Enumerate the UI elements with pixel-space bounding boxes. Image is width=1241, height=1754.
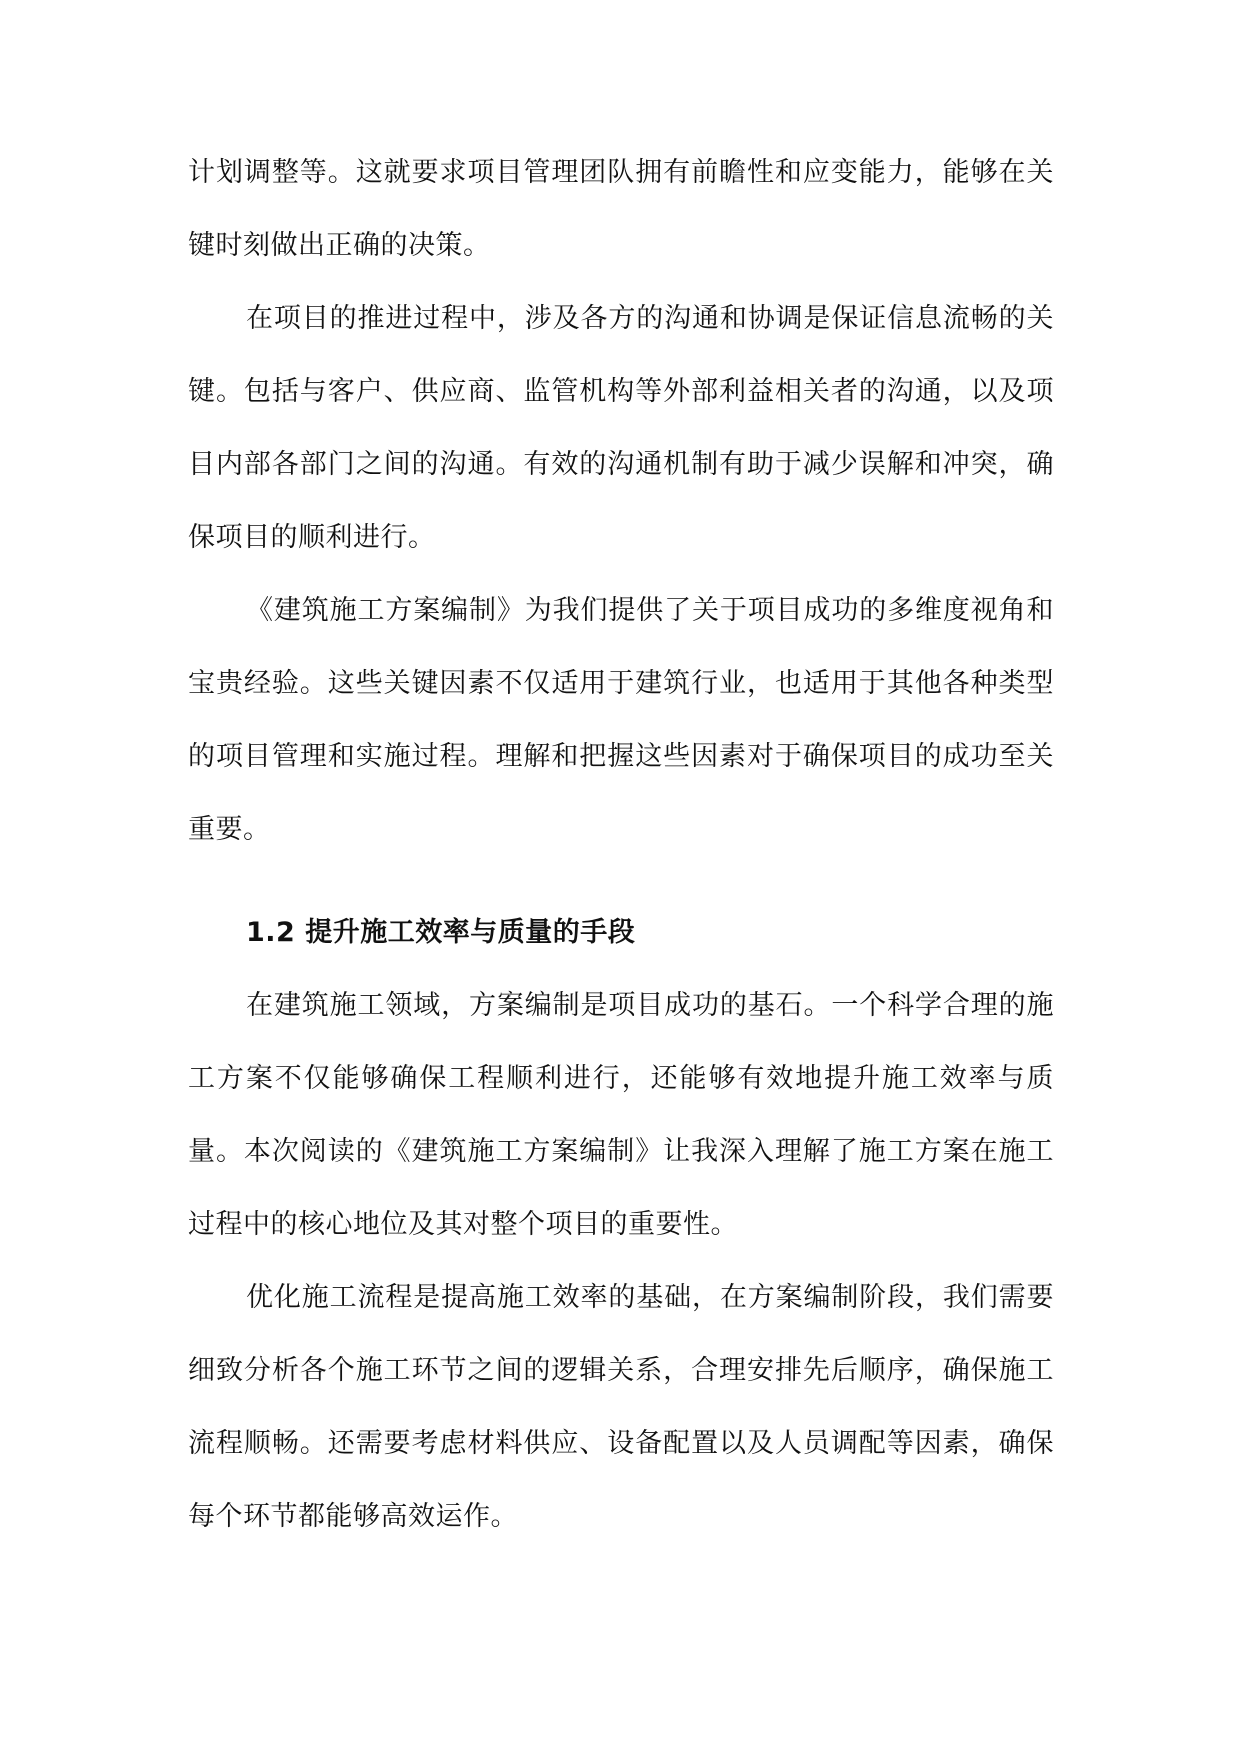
paragraph-process-optimization: 优化施工流程是提高施工效率的基础，在方案编制阶段，我们需要细致分析各个施工环节之间的逻辑关系，合理安排先后顺序，确保施工流程顺畅。还需要考虑材料供应、设备配置以及人员调配等因素，确保每个环节都能够高效运作。	[188, 1282, 1054, 1532]
paragraph-communication: 在项目的推进过程中，涉及各方的沟通和协调是保证信息流畅的关键。包括与客户、供应商、监管机构等外部利益相关者的沟通，以及项目内部各部门之间的沟通。有效的沟通机制有助于减少误解和冲突，确保项目的顺利进行。	[188, 303, 1054, 553]
paragraph-book-summary: 《建筑施工方案编制》为我们提供了关于项目成功的多维度视角和宝贵经验。这些关键因素不仅适用于建筑行业，也适用于其他各种类型的项目管理和实施过程。理解和把握这些因素对于确保项目的成功至关重要。	[188, 595, 1054, 845]
document-body	[188, 136, 1054, 1553]
section-heading: 1.2 提升施工效率与质量的手段	[246, 917, 636, 948]
paragraph-planning-foundation: 在建筑施工领域，方案编制是项目成功的基石。一个科学合理的施工方案不仅能够确保工程顺利进行，还能够有效地提升施工效率与质量。本次阅读的《建筑施工方案编制》让我深入理解了施工方案在施工过程中的核心地位及其对整个项目的重要性。	[188, 990, 1054, 1240]
paragraph-continuation: 计划调整等。这就要求项目管理团队拥有前瞻性和应变能力，能够在关键时刻做出正确的决策。	[188, 157, 1054, 261]
